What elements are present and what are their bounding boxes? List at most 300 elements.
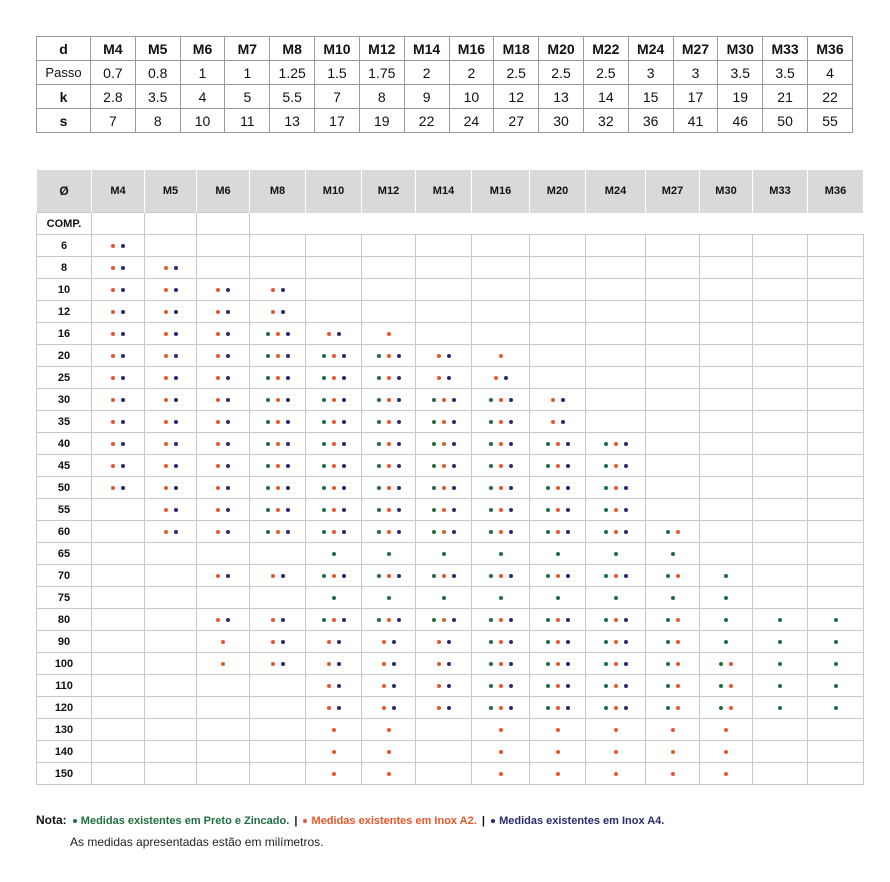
dot-inox-a4 xyxy=(337,706,341,710)
dot-inox-a2 xyxy=(332,618,336,622)
availability-row xyxy=(37,565,864,587)
availability-cell xyxy=(530,499,586,521)
availability-cell xyxy=(753,543,808,565)
availability-cell xyxy=(472,565,530,587)
availability-row xyxy=(37,675,864,697)
availability-cell xyxy=(306,521,362,543)
availability-cell xyxy=(92,609,145,631)
availability-cell xyxy=(646,521,700,543)
dot-inox-a4 xyxy=(121,376,125,380)
availability-cell xyxy=(530,323,586,345)
dot-inox-a4 xyxy=(286,332,290,336)
dot-inox-a4 xyxy=(509,442,513,446)
availability-cell xyxy=(197,697,250,719)
availability-cell xyxy=(306,477,362,499)
dot-inox-a2 xyxy=(327,640,331,644)
availability-cell xyxy=(646,631,700,653)
availability-cell xyxy=(700,653,753,675)
dot-inox-a4 xyxy=(561,398,565,402)
availability-cell xyxy=(753,257,808,279)
availability-cell xyxy=(753,631,808,653)
availability-cell xyxy=(362,323,416,345)
availability-cell xyxy=(586,279,646,301)
dot-inox-a4 xyxy=(566,640,570,644)
availability-cell xyxy=(646,257,700,279)
dot-inox-a4 xyxy=(509,398,513,402)
dot-inox-a2 xyxy=(111,244,115,248)
dot-preto-zincado xyxy=(489,618,493,622)
dot-preto-zincado xyxy=(432,508,436,512)
dot-inox-a4 xyxy=(509,420,513,424)
dot-inox-a2 xyxy=(164,376,168,380)
availability-cell xyxy=(416,741,472,763)
dot-inox-a4 xyxy=(337,640,341,644)
dot-inox-a4 xyxy=(447,354,451,358)
dot-inox-a4 xyxy=(286,376,290,380)
dot-inox-a4 xyxy=(452,420,456,424)
dot-inox-a2 xyxy=(614,508,618,512)
dot-inox-a4 xyxy=(566,574,570,578)
dot-inox-a2 xyxy=(111,266,115,270)
availability-cell xyxy=(197,367,250,389)
dot-inox-a2 xyxy=(164,508,168,512)
dot-inox-a2 xyxy=(556,772,560,776)
dot-inox-a4 xyxy=(452,508,456,512)
availability-cell xyxy=(362,587,416,609)
dot-inox-a2 xyxy=(216,288,220,292)
length-label: 35 xyxy=(37,411,92,433)
availability-cell xyxy=(472,301,530,323)
dimension-value: 30 xyxy=(539,109,584,133)
dot-inox-a2 xyxy=(437,706,441,710)
availability-cell xyxy=(530,609,586,631)
dimension-size-header: M18 xyxy=(494,37,539,61)
dot-preto-zincado xyxy=(322,464,326,468)
dot-inox-a2 xyxy=(216,420,220,424)
availability-cell xyxy=(808,279,864,301)
dot-inox-a2 xyxy=(499,706,503,710)
availability-cell xyxy=(700,543,753,565)
dot-inox-a2 xyxy=(216,486,220,490)
availability-cell xyxy=(250,367,306,389)
availability-row xyxy=(37,719,864,741)
availability-cell xyxy=(700,279,753,301)
dot-preto-zincado xyxy=(666,684,670,688)
dot-preto-zincado xyxy=(489,574,493,578)
availability-row xyxy=(37,411,864,433)
dot-preto-zincado xyxy=(432,486,436,490)
dot-inox-a2 xyxy=(551,398,555,402)
dot-inox-a2 xyxy=(216,376,220,380)
dot-preto-zincado xyxy=(266,442,270,446)
dimension-value: 2.8 xyxy=(91,85,136,109)
availability-cell xyxy=(700,477,753,499)
dot-preto-zincado xyxy=(719,684,723,688)
dot-inox-a4 xyxy=(174,354,178,358)
availability-cell xyxy=(306,433,362,455)
availability-cell xyxy=(472,719,530,741)
availability-cell xyxy=(197,433,250,455)
length-label: 70 xyxy=(37,565,92,587)
dot-inox-a2 xyxy=(276,376,280,380)
dot-inox-a2 xyxy=(494,376,498,380)
dot-inox-a2 xyxy=(551,420,555,424)
dot-inox-a4 xyxy=(286,398,290,402)
dot-preto-zincado xyxy=(724,618,728,622)
availability-cell xyxy=(416,675,472,697)
dot-inox-a2 xyxy=(724,750,728,754)
availability-cell xyxy=(306,257,362,279)
availability-cell xyxy=(808,323,864,345)
dot-inox-a2 xyxy=(387,574,391,578)
dot-inox-a2 xyxy=(332,728,336,732)
availability-cell xyxy=(416,389,472,411)
dot-inox-a2 xyxy=(276,398,280,402)
dot-inox-a2 xyxy=(729,706,733,710)
availability-cell xyxy=(808,411,864,433)
availability-cell xyxy=(472,499,530,521)
availability-cell xyxy=(92,697,145,719)
dot-inox-a2 xyxy=(164,288,168,292)
dot-inox-a4 xyxy=(281,288,285,292)
availability-cell xyxy=(416,433,472,455)
dot-preto-zincado xyxy=(666,618,670,622)
availability-cell xyxy=(362,543,416,565)
availability-cell xyxy=(197,565,250,587)
availability-cell xyxy=(92,455,145,477)
dot-preto-zincado xyxy=(546,706,550,710)
dot-preto-zincado xyxy=(614,552,618,556)
availability-cell xyxy=(586,521,646,543)
availability-cell xyxy=(92,499,145,521)
dot-inox-a4 xyxy=(624,662,628,666)
length-label: 120 xyxy=(37,697,92,719)
dimension-size-header: M10 xyxy=(315,37,360,61)
dot-preto-zincado xyxy=(499,552,503,556)
dot-inox-a2 xyxy=(216,398,220,402)
legend-note xyxy=(36,813,664,827)
dot-inox-a2 xyxy=(387,442,391,446)
availability-cell xyxy=(700,741,753,763)
availability-size-header: M33 xyxy=(753,170,808,213)
availability-cell xyxy=(472,279,530,301)
availability-cell xyxy=(700,565,753,587)
dimension-size-header: M33 xyxy=(763,37,808,61)
dot-inox-a4 xyxy=(397,354,401,358)
availability-cell xyxy=(250,411,306,433)
dot-inox-a2 xyxy=(442,464,446,468)
dimension-value: 2.5 xyxy=(494,61,539,85)
dot-inox-a2 xyxy=(276,420,280,424)
dot-inox-a4 xyxy=(397,398,401,402)
availability-cell xyxy=(700,521,753,543)
dot-preto-zincado xyxy=(546,618,550,622)
availability-cell xyxy=(145,345,197,367)
availability-cell xyxy=(362,477,416,499)
comp-label: COMP. xyxy=(37,213,92,235)
availability-cell xyxy=(306,631,362,653)
availability-cell xyxy=(646,675,700,697)
dot-inox-a2 xyxy=(499,464,503,468)
dot-preto-zincado xyxy=(719,706,723,710)
availability-cell xyxy=(753,367,808,389)
availability-cell xyxy=(808,719,864,741)
dot-inox-a4 xyxy=(452,486,456,490)
dot-inox-a2 xyxy=(216,464,220,468)
availability-cell xyxy=(586,235,646,257)
dot-preto-zincado xyxy=(322,398,326,402)
availability-cell xyxy=(530,235,586,257)
availability-cell xyxy=(416,543,472,565)
dot-inox-a4 xyxy=(509,486,513,490)
dot-preto-zincado xyxy=(377,376,381,380)
dot-inox-a2 xyxy=(614,618,618,622)
dot-inox-a2 xyxy=(332,530,336,534)
availability-cell xyxy=(250,521,306,543)
dot-inox-a2 xyxy=(216,442,220,446)
availability-cell xyxy=(362,389,416,411)
availability-cell xyxy=(250,455,306,477)
dot-preto-zincado xyxy=(489,420,493,424)
dot-inox-a2 xyxy=(556,530,560,534)
availability-cell xyxy=(753,433,808,455)
dot-inox-a2 xyxy=(111,354,115,358)
dot-inox-a4 xyxy=(226,376,230,380)
dot-inox-a4 xyxy=(624,508,628,512)
dot-preto-zincado xyxy=(556,552,560,556)
availability-cell xyxy=(362,367,416,389)
length-label: 20 xyxy=(37,345,92,367)
availability-cell xyxy=(646,455,700,477)
availability-cell xyxy=(145,609,197,631)
dot-preto-zincado xyxy=(322,530,326,534)
dot-preto-zincado xyxy=(604,706,608,710)
availability-cell xyxy=(92,345,145,367)
dot-inox-a2 xyxy=(332,464,336,468)
dot-inox-a4 xyxy=(392,662,396,666)
dot-inox-a2 xyxy=(556,618,560,622)
length-label: 75 xyxy=(37,587,92,609)
dimension-value: 0.7 xyxy=(91,61,136,85)
availability-cell xyxy=(145,697,197,719)
dimension-header-label: d xyxy=(37,37,91,61)
dot-inox-a4 xyxy=(342,508,346,512)
dot-inox-a4 xyxy=(121,486,125,490)
availability-cell xyxy=(530,279,586,301)
dot-inox-a2 xyxy=(221,640,225,644)
dot-inox-a4 xyxy=(624,618,628,622)
length-label: 10 xyxy=(37,279,92,301)
dimension-value: 19 xyxy=(359,109,404,133)
dot-inox-a2 xyxy=(442,508,446,512)
availability-cell xyxy=(753,675,808,697)
availability-cell xyxy=(586,565,646,587)
legend-preto-zincado: Medidas existentes em Preto e Zincado. xyxy=(80,815,290,827)
availability-cell xyxy=(92,433,145,455)
dot-preto-zincado xyxy=(546,486,550,490)
dot-preto-zincado xyxy=(322,618,326,622)
availability-size-header: M4 xyxy=(92,170,145,213)
availability-cell xyxy=(530,697,586,719)
dot-inox-a4 xyxy=(452,398,456,402)
dot-inox-a2 xyxy=(437,354,441,358)
availability-cell xyxy=(472,653,530,675)
availability-cell xyxy=(250,719,306,741)
availability-cell xyxy=(250,323,306,345)
dot-inox-a4 xyxy=(281,574,285,578)
dot-inox-a4 xyxy=(397,420,401,424)
availability-cell xyxy=(145,323,197,345)
availability-cell xyxy=(472,675,530,697)
dot-inox-a4 xyxy=(226,288,230,292)
dot-inox-a4 xyxy=(121,464,125,468)
dot-preto-zincado xyxy=(266,398,270,402)
dot-preto-zincado xyxy=(671,552,675,556)
availability-cell xyxy=(530,389,586,411)
dot-inox-a2 xyxy=(614,750,618,754)
dimension-size-header: M24 xyxy=(628,37,673,61)
availability-cell xyxy=(472,587,530,609)
availability-cell xyxy=(472,609,530,631)
availability-cell xyxy=(197,257,250,279)
availability-cell xyxy=(92,587,145,609)
availability-cell xyxy=(362,763,416,785)
dimension-size-header: M7 xyxy=(225,37,270,61)
dot-inox-a4 xyxy=(226,574,230,578)
dot-preto-zincado xyxy=(666,574,670,578)
availability-row xyxy=(37,587,864,609)
availability-cell xyxy=(416,653,472,675)
dot-preto-zincado xyxy=(322,354,326,358)
dot-inox-a4 xyxy=(624,706,628,710)
availability-cell xyxy=(753,521,808,543)
dot-inox-a4 xyxy=(342,530,346,534)
dot-inox-a2 xyxy=(499,772,503,776)
availability-cell xyxy=(646,323,700,345)
dot-inox-a4 xyxy=(504,376,508,380)
dimension-table xyxy=(36,36,853,133)
availability-cell xyxy=(362,521,416,543)
availability-cell xyxy=(700,609,753,631)
availability-size-header: M24 xyxy=(586,170,646,213)
availability-cell xyxy=(92,719,145,741)
availability-cell xyxy=(416,411,472,433)
dot-preto-zincado xyxy=(546,640,550,644)
dot-inox-a2 xyxy=(164,398,168,402)
availability-cell xyxy=(646,587,700,609)
dimension-header-row xyxy=(37,37,853,61)
dot-preto-zincado xyxy=(489,464,493,468)
dot-inox-a2 xyxy=(276,486,280,490)
dot-inox-a4 xyxy=(174,442,178,446)
dimension-size-header: M5 xyxy=(135,37,180,61)
dimension-value: 4 xyxy=(808,61,853,85)
availability-cell xyxy=(416,455,472,477)
availability-cell xyxy=(646,433,700,455)
availability-cell xyxy=(306,543,362,565)
dot-inox-a4 xyxy=(509,574,513,578)
availability-cell xyxy=(250,499,306,521)
legend-dot-preto-zincado xyxy=(73,819,77,823)
dot-inox-a4 xyxy=(121,266,125,270)
availability-cell xyxy=(416,521,472,543)
dimension-value: 15 xyxy=(628,85,673,109)
dot-inox-a4 xyxy=(121,332,125,336)
dot-inox-a4 xyxy=(447,640,451,644)
availability-cell xyxy=(145,587,197,609)
dot-preto-zincado xyxy=(377,508,381,512)
dot-inox-a4 xyxy=(174,288,178,292)
dot-inox-a4 xyxy=(397,574,401,578)
dimension-value: 22 xyxy=(404,109,449,133)
availability-cell xyxy=(306,763,362,785)
dot-inox-a2 xyxy=(442,618,446,622)
dot-inox-a2 xyxy=(499,618,503,622)
dimension-value: 5 xyxy=(225,85,270,109)
dot-preto-zincado xyxy=(322,420,326,424)
availability-cell xyxy=(586,543,646,565)
availability-cell xyxy=(250,675,306,697)
dot-preto-zincado xyxy=(556,596,560,600)
availability-cell xyxy=(362,675,416,697)
availability-cell xyxy=(362,499,416,521)
availability-cell xyxy=(250,477,306,499)
dimension-value: 50 xyxy=(763,109,808,133)
availability-cell xyxy=(92,631,145,653)
availability-cell xyxy=(197,323,250,345)
dot-inox-a4 xyxy=(447,662,451,666)
availability-cell xyxy=(362,433,416,455)
dot-inox-a4 xyxy=(392,640,396,644)
dot-preto-zincado xyxy=(604,508,608,512)
dot-inox-a4 xyxy=(121,398,125,402)
dot-preto-zincado xyxy=(266,376,270,380)
dot-inox-a2 xyxy=(332,772,336,776)
availability-row xyxy=(37,389,864,411)
dot-inox-a2 xyxy=(671,750,675,754)
availability-cell xyxy=(646,741,700,763)
dot-inox-a2 xyxy=(111,288,115,292)
availability-cell xyxy=(700,675,753,697)
dimension-value: 24 xyxy=(449,109,494,133)
dot-preto-zincado xyxy=(546,508,550,512)
dot-inox-a4 xyxy=(509,618,513,622)
availability-cell xyxy=(646,719,700,741)
dot-inox-a4 xyxy=(624,640,628,644)
availability-cell xyxy=(700,301,753,323)
availability-cell xyxy=(306,411,362,433)
dimension-value: 22 xyxy=(808,85,853,109)
dot-preto-zincado xyxy=(322,486,326,490)
dimension-value: 11 xyxy=(225,109,270,133)
availability-size-header: M14 xyxy=(416,170,472,213)
dot-inox-a4 xyxy=(566,442,570,446)
dot-preto-zincado xyxy=(266,530,270,534)
dot-inox-a4 xyxy=(392,706,396,710)
availability-cell xyxy=(306,741,362,763)
units-note: As medidas apresentadas estão em milímetros. xyxy=(70,835,324,849)
dot-preto-zincado xyxy=(604,618,608,622)
availability-cell xyxy=(586,323,646,345)
availability-cell xyxy=(753,301,808,323)
dot-inox-a4 xyxy=(342,618,346,622)
dot-inox-a2 xyxy=(271,662,275,666)
dot-inox-a2 xyxy=(111,486,115,490)
availability-cell xyxy=(586,477,646,499)
dimension-size-header: M14 xyxy=(404,37,449,61)
dot-preto-zincado xyxy=(604,486,608,490)
dot-preto-zincado xyxy=(322,442,326,446)
